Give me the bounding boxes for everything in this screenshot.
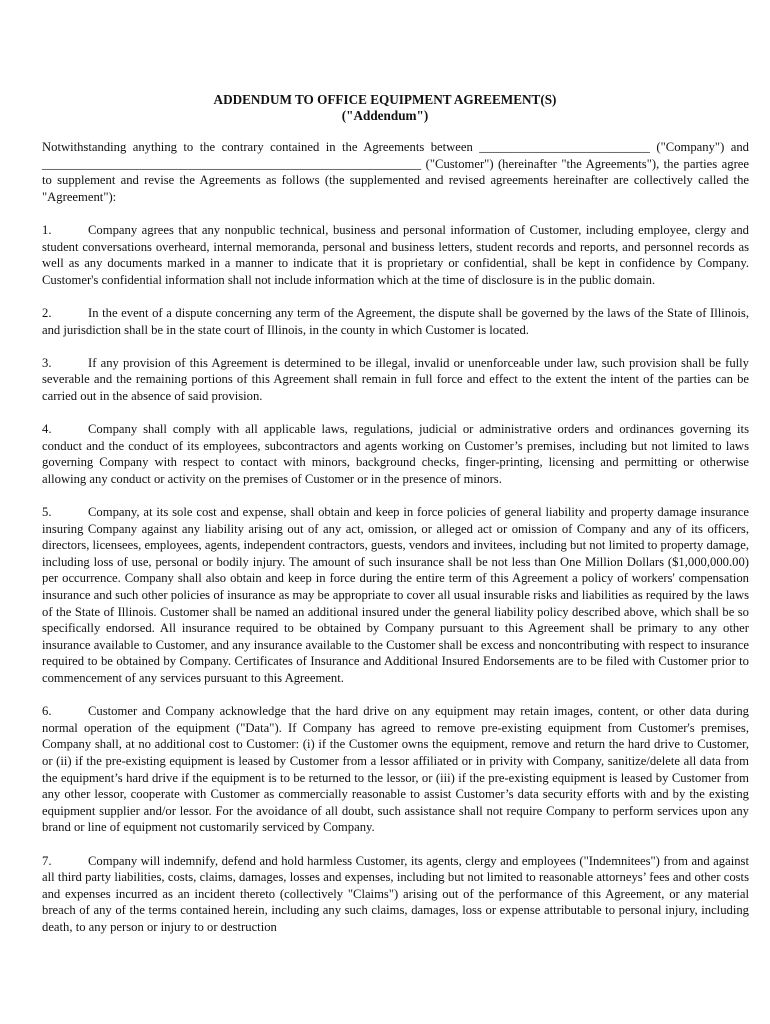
- section-text: In the event of a dispute concerning any term of the Agreement, the dispute shall be governed by the laws of the State of Illinois, and jurisdiction shall be in the state court of Illinois, in the county in which Customer is located.: [42, 305, 749, 337]
- section-text: Company agrees that any nonpublic technical, business and personal information of Customer, including employee, clergy and student conversations overheard, internal memoranda, personal and business letters, student records and reports, and personnel records as well as any documents marked in a manner to indicate that it is proprietary or confidential, shall be kept in confidence by Company. Customer's confidential information shall not include information which at the time of disclosure is in the public domain.: [42, 222, 749, 287]
- section-text: Company shall comply with all applicable laws, regulations, judicial or administrative orders and ordinances governing its conduct and the conduct of its employees, subcontractors and agents working on Customer’s premises, including but not limited to laws governing Company with respect to contact with minors, background checks, finger-printing, licensing and permitting or otherwise allowing any conduct or activity on the premises of Customer or in the presence of minors.: [42, 422, 749, 486]
- section-3: [42, 355, 749, 405]
- section-number: 1.: [42, 222, 52, 237]
- section-number: 2.: [42, 305, 52, 320]
- intro-paragraph: Notwithstanding anything to the contrary contained in the Agreements between ___________________________ ("Company") and ____________________________________________________________ ("Customer") (hereinafter "the Agreements"), the parties agree to supplement and revise the Agreements as follows (the supplemented and revised agreements hereinafter are collectively called the "Agreement"):: [42, 140, 749, 204]
- section-number: 7.: [42, 853, 52, 868]
- section-5: [42, 504, 749, 687]
- section-1: [42, 222, 749, 288]
- section-number: 3.: [42, 355, 52, 370]
- section-4: [42, 421, 749, 487]
- document-subtitle: ("Addendum"): [341, 108, 429, 123]
- document-body: [42, 139, 749, 952]
- document-title: ADDENDUM TO OFFICE EQUIPMENT AGREEMENT(S): [213, 92, 557, 107]
- section-text: Customer and Company acknowledge that the hard drive on any equipment may retain images, content, or other data during normal operation of the equipment ("Data"). If Company has agreed to remove pre-existing equipment from Customer's premises, Company shall, at no additional cost to Customer: (i) if the Customer owns the equipment, remove and return the hard drive to Customer, or (ii) if the pre-existing equipment is leased by Customer from a lessor affiliated or in privity with Company, sanitize/delete all data from the equipment’s hard drive if the equipment is to be returned to the lessor, or (iii) if the pre-existing equipment is leased by Customer from any other lessor, cooperate with Customer as commercially reasonable to assist Customer’s data security efforts with and by the existing equipment supplier and/or lessor. For the avoidance of all doubt, such assistance shall not require Company to perform services upon any brand or line of equipment not customarily serviced by Company.: [42, 704, 749, 835]
- section-number: 5.: [42, 505, 52, 520]
- section-2: [42, 305, 749, 338]
- section-text: Company will indemnify, defend and hold harmless Customer, its agents, clergy and employees ("Indemnitees") from and against all third party liabilities, costs, claims, damages, losses and expenses, including but not limited to reasonable attorneys’ fees and other costs and expenses incurred as an incident thereto (collectively "Claims") arising out of the performance of this Agreement, or any material breach of any of the terms contained herein, including any such claims, damages, loss or expense attributable to personal injury, including death, to any person or injury to or destruction: [42, 853, 749, 934]
- section-number: 6.: [42, 704, 52, 719]
- section-6: [42, 703, 749, 836]
- section-7: [42, 853, 749, 936]
- section-text: Company, at its sole cost and expense, shall obtain and keep in force policies of general liability and property damage insurance insuring Company against any liability arising out of any act, omission, or alleged act or omission of Company and any of its officers, directors, licensees, employees, agents, independent contractors, guests, vendors and invitees, including but not limited to property damage, including loss of use, personal or bodily injury. The amount of such insurance shall be not less than One Million Dollars ($1,000,000.00) per occurrence. Company shall also obtain and keep in force during the entire term of this Agreement a policy of workers' compensation insurance and such other policies of insurance as may be appropriate to cover all usual insurable risks and liabilities as required by the laws of the State of Illinois. Customer shall be named an additional insured under the general liability policy described above, which shall be so specifically endorsed. All insurance required to be obtained by Company pursuant to this Agreement shall be primary to any other insurance available to Customer, and any insurance available to the Customer shall be excess and noncontributing with respect to insurance required to be obtained by Company. Certificates of Insurance and Additional Insured Endorsements are to be filed with Customer prior to commencement of any services pursuant to this Agreement.: [42, 505, 749, 685]
- section-text: If any provision of this Agreement is determined to be illegal, invalid or unenforceable under law, such provision shall be fully severable and the remaining portions of this Agreement shall remain in full force and effect to the extent the intent of the parties can be carried out in the absence of said provision.: [42, 355, 749, 403]
- section-number: 4.: [42, 422, 52, 437]
